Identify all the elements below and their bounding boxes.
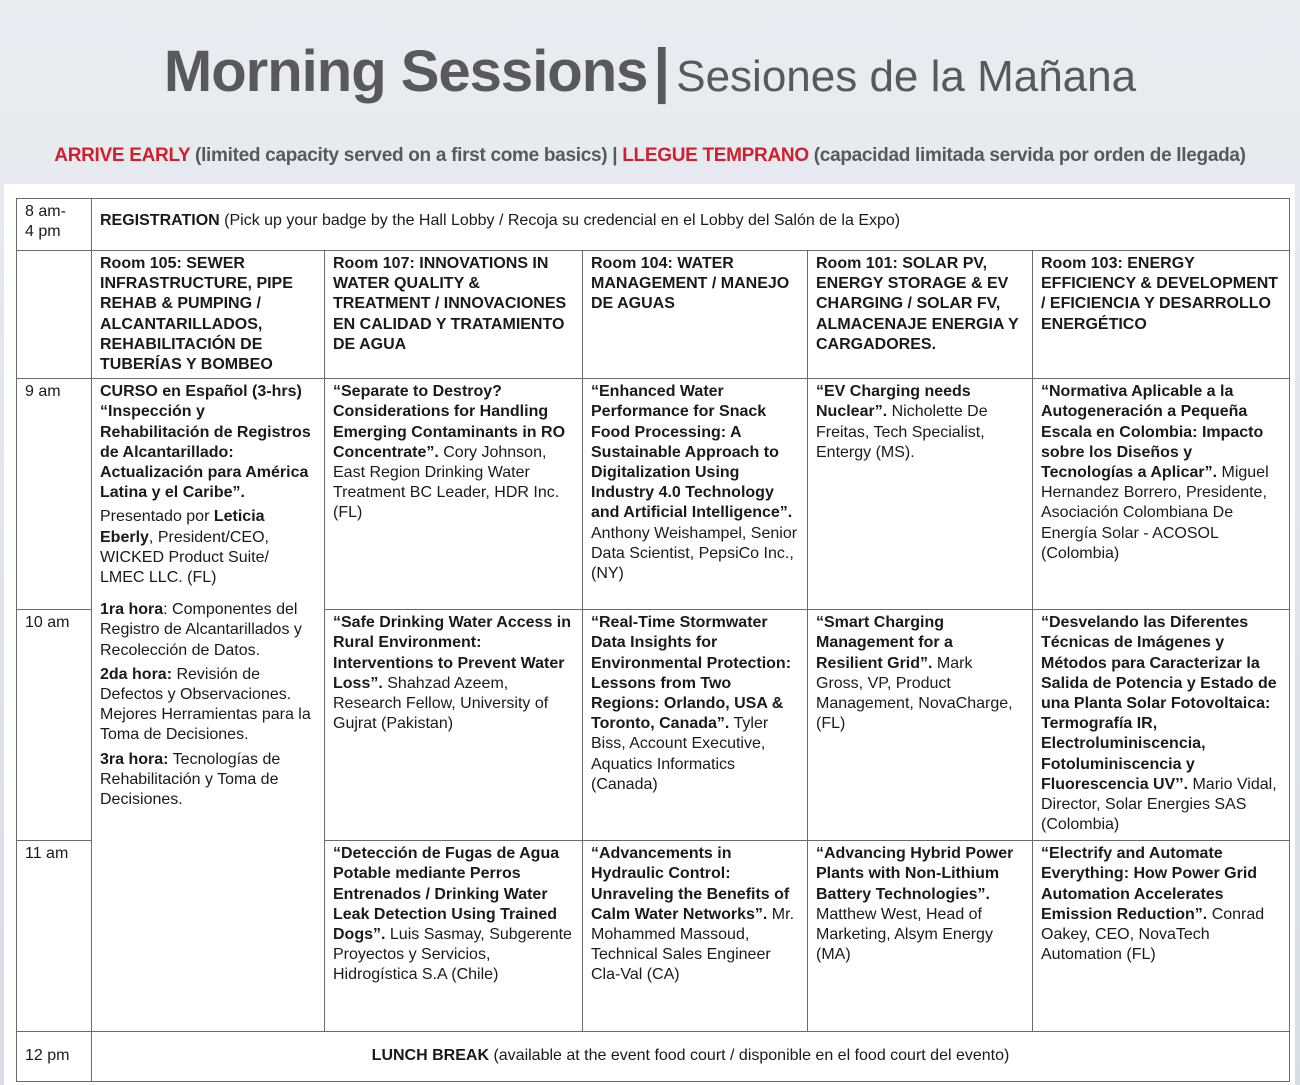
session-cell: “Desvelando las Diferentes Técnicas de Imágenes y Métodos para Caracterizar la Salida de Potencia y Estado de una Planta Solar Fotovoltaica: Termografía IR, Electroluminiscencia, Fotoluminiscencia y Fluorescencia UV’’. Mario Vidal, Director, Solar Energies SAS (Colombia) [1033, 610, 1290, 841]
course-hour-1: 1ra hora: Componentes del Registro de Alcantarillados y Recolección de Datos. [100, 601, 302, 659]
room-104-title: : WATER MANAGEMENT / MANEJO DE AGUAS [591, 255, 790, 313]
registration-cell [92, 199, 1290, 251]
registration-label: REGISTRATION [100, 212, 220, 229]
course-cell [92, 379, 325, 1032]
course-presenter: Presentado por Leticia Eberly, President/CEO, WICKED Product Suite/ LMEC LLC. (FL) [100, 508, 269, 587]
session-cell: “Normativa Aplicable a la Autogeneración a Pequeña Escala en Colombia: Impacto sobre los Diseños y Tecnologías a Aplicar”. Miguel Hernandez Borrero, Presidente, Asociación Colombiana De Energía Solar - ACOSOL (Colombia) [1033, 379, 1290, 610]
room-107-header: Room 107: INNOVATIONS IN WATER QUALITY & TREATMENT / INNOVACIONES EN CALIDAD Y TRATAMIENTO DE AGUA [325, 251, 583, 379]
session-cell: “Advancements in Hydraulic Control: Unraveling the Benefits of Calm Water Networks”. Mr. Mohammed Massoud, Technical Sales Engineer Cla-Val (CA) [583, 841, 808, 1032]
room-101-header: Room 101: SOLAR PV, ENERGY STORAGE & EV CHARGING / SOLAR FV, ALMACENAJE ENERGIA Y CARGADORES. [808, 251, 1033, 379]
schedule-table [16, 198, 1290, 1082]
time-cell: 12 pm [17, 1032, 92, 1082]
arrive-early-notice [0, 145, 1300, 167]
session-cell: “Separate to Destroy? Considerations for Handling Emerging Contaminants in RO Concentrate”. Cory Johnson, East Region Drinking Water Treatment BC Leader, HDR Inc. (FL) [325, 379, 583, 610]
notice-red-spanish: LLEGUE TEMPRANO [622, 145, 809, 166]
title-spanish: Sesiones de la Mañana [676, 52, 1137, 101]
time-cell: 8 am- 4 pm [17, 199, 92, 251]
session-cell: “Detección de Fugas de Agua Potable mediante Perros Entrenados / Drinking Water Leak Detection Using Trained Dogs”. Luis Sasmay, Subgerente Proyectos y Servicios, Hidrogística S.A (Chile) [325, 841, 583, 1032]
session-cell: “Enhanced Water Performance for Snack Food Processing: A Sustainable Approach to Digitalization Using Industry 4.0 Technology and Artificial Intelligence”. Anthony Weishampel, Senior Data Scientist, PepsiCo Inc., (NY) [583, 379, 808, 610]
session-cell: “Real-Time Stormwater Data Insights for Environmental Protection: Lessons from Two Regions: Orlando, USA & Toronto, Canada”. Tyler Biss, Account Executive, Aquatics Informatics (Canada) [583, 610, 808, 841]
session-cell: “Electrify and Automate Everything: How Power Grid Automation Accelerates Emission Reduction”. Conrad Oakey, CEO, NovaTech Automation (FL) [1033, 841, 1290, 1032]
course-hour-3: 3ra hora: Tecnologías de Rehabilitación y Toma de Decisiones. [100, 750, 281, 809]
lunch-text: (available at the event food court / disponible en el food court del evento) [489, 1047, 1010, 1065]
page-title [0, 36, 1300, 105]
notice-english: (limited capacity served on a first come basics) | [190, 145, 623, 166]
notice-spanish: (capacidad limitada servida por orden de llegada) [808, 145, 1246, 166]
table-row-lunch [17, 1032, 1290, 1082]
notice-red-english: ARRIVE EARLY [54, 145, 191, 166]
room-104-label: Room 104 [591, 255, 668, 272]
lunch-label: LUNCH BREAK [371, 1047, 489, 1065]
course-hour-2: 2da hora: Revisión de Defectos y Observaciones. Mejores Herramientas para la Toma de Decisiones. [100, 665, 311, 744]
course-title: CURSO en Español (3-hrs) “Inspección y Rehabilitación de Registros de Alcantarillado: Actualización para América Latina y el Caribe”. [100, 383, 311, 502]
presenter-name: Leticia Eberly [100, 508, 265, 546]
table-row-rooms [17, 251, 1290, 379]
lunch-cell [92, 1032, 1290, 1082]
session-cell: “Advancing Hybrid Power Plants with Non-Lithium Battery Technologies”. Matthew West, Head of Marketing, Alsym Energy (MA) [808, 841, 1033, 1032]
title-separator: | [653, 37, 671, 104]
time-cell: 9 am [17, 379, 92, 610]
time-cell: 10 am [17, 610, 92, 841]
table-row-registration [17, 199, 1290, 251]
session-cell: “EV Charging needs Nuclear”. Nicholette De Freitas, Tech Specialist, Entergy (MS). [808, 379, 1033, 610]
room-105-header: Room 105: SEWER INFRASTRUCTURE, PIPE REHAB & PUMPING / ALCANTARILLADOS, REHABILITACIÓN DE TUBERÍAS Y BOMBEO [92, 251, 325, 379]
title-english: Morning Sessions [163, 39, 648, 104]
time-cell: 11 am [17, 841, 92, 1032]
session-cell: “Safe Drinking Water Access in Rural Environment: Interventions to Prevent Water Loss”. Shahzad Azeem, Research Fellow, University of Gujrat (Pakistan) [325, 610, 583, 841]
schedule-panel [4, 184, 1295, 1085]
room-104-header [583, 251, 808, 379]
time-cell-empty [17, 251, 92, 379]
table-row-9am [17, 379, 1290, 610]
room-103-header: Room 103: ENERGY EFFICIENCY & DEVELOPMENT / EFICIENCIA Y DESARROLLO ENERGÉTICO [1033, 251, 1290, 379]
session-cell: “Smart Charging Management for a Resilient Grid”. Mark Gross, VP, Product Management, NovaCharge, (FL) [808, 610, 1033, 841]
registration-text: (Pick up your badge by the Hall Lobby / Recoja su credencial en el Lobby del Salón de la Expo) [219, 212, 901, 229]
